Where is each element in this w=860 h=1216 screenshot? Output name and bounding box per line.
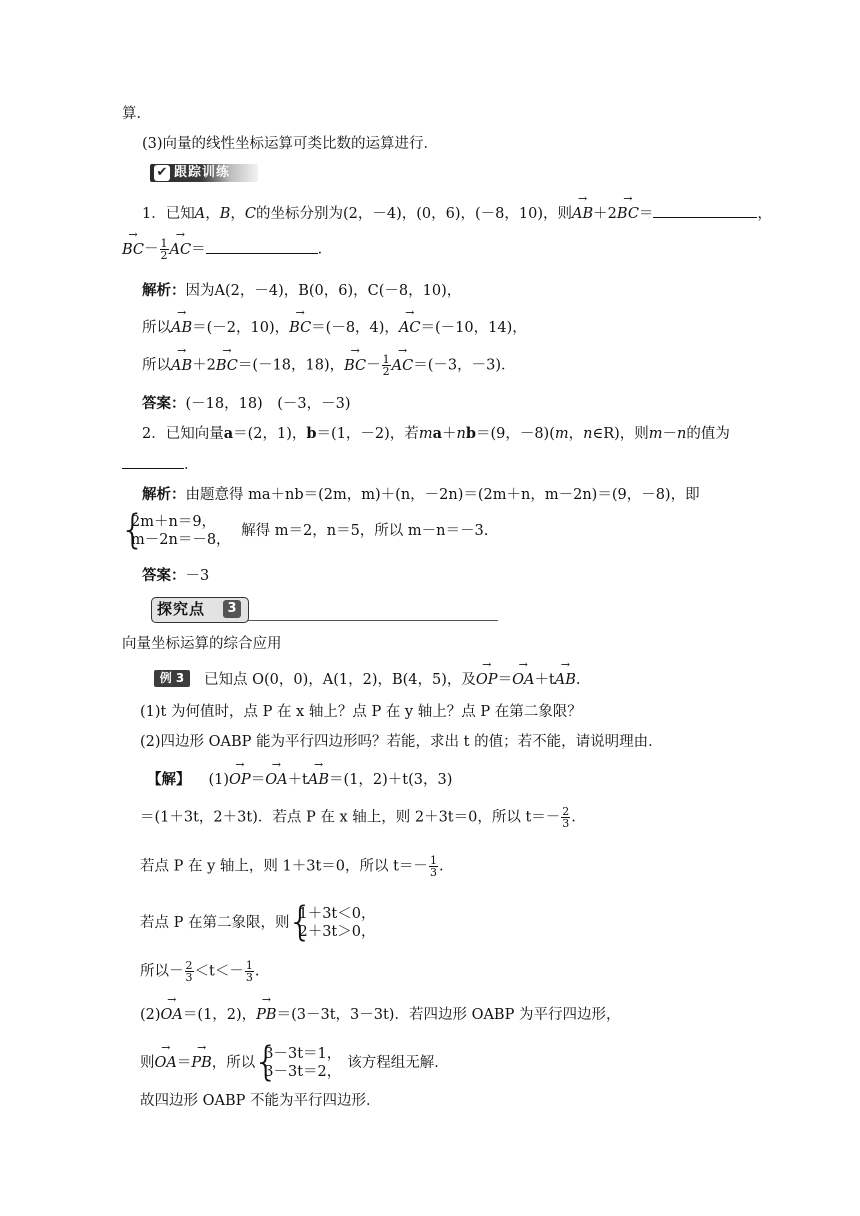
section-number: 3 [223, 600, 241, 618]
example-question-2: (2)四边形 OABP 能为平行四边形吗？若能，求出 t 的值；若不能，请说明理由． [140, 734, 663, 750]
solution-1-line-3: 所以→ AB＋2→ BC＝(－18，18)，→ BC－ $\frac{1}{2}$ → AC＝(－3，－3)． [142, 354, 516, 377]
answer-blank[interactable] [206, 239, 318, 254]
equation-system: { 2m＋n＝9， m－2n＝－8， [122, 513, 231, 549]
solution-line-3: 若点 P 在 y 轴上，则 1＋3t＝0，所以 t＝－ $\frac{1}{3}$ . [140, 854, 444, 879]
answer-blank[interactable] [122, 454, 184, 469]
answer-2: 答案：－3 [142, 567, 210, 584]
example-badge: 例 3 [154, 670, 190, 687]
solution-line-5: 所以－ $\frac{2}{3}$ ＜t＜－ $\frac{1}{3}$ . [140, 959, 260, 984]
answer-blank[interactable] [653, 203, 757, 218]
question-1: 1．已知A，B，C的坐标分别为(2，－4)，(0，6)，(－8，10)，则→ AB＋2→ BC＝ ， [142, 203, 772, 224]
section-label: 探究点 [157, 600, 206, 618]
text-line: 算． [122, 106, 151, 122]
text-line: (3)向量的线性坐标运算可类比数的运算进行． [142, 136, 439, 152]
section-title: 向量坐标运算的综合应用 [122, 636, 282, 652]
example-question-1: (1)t 为何值时，点 P 在 x 轴上？点 P 在 y 轴上？点 P 在第二象限？ [140, 704, 582, 720]
solution-line-4: 若点 P 在第二象限，则 { 1＋3t＜0， 2＋3t＞0， [140, 905, 376, 941]
section-divider [248, 620, 498, 621]
solution-line-7: 则→ OA＝→ PB，所以 { 3－3t＝1， 3－3t＝2， 该方程组无解． [140, 1045, 449, 1081]
question-1-cont: → BC－ $\frac{1}{2}$ → AC＝ ． [122, 238, 332, 261]
equation-system: { 1＋3t＜0， 2＋3t＞0， [289, 905, 375, 941]
solution-1-line-2: 所以→ AB＝(－2，10)，→ BC＝(－8，4)，→ AC＝(－10，14)， [142, 318, 527, 338]
example-statement: 已知点 O(0，0)，A(1，2)，B(4，5)，及→ OP＝→ OA＋t→ AB. [204, 670, 581, 690]
solution-1-line-1: 解析：因为A(2，－4)，B(0，6)，C(－8，10)， [142, 282, 462, 299]
answer-1: 答案：(－18，18) (－3，－3) [142, 395, 351, 412]
question-2: 2．已知向量a＝(2，1)，b＝(1，－2)，若ma＋nb＝(9，－8)(m，n∈R)，则m－n的值为 [142, 425, 730, 442]
vector-bc: → BC [617, 204, 639, 224]
solution-line-8: 故四边形 OABP 不能为平行四边形． [140, 1093, 381, 1109]
solution-2-line-2: { 2m＋n＝9， m－2n＝－8， 解得 m＝2，n＝5，所以 m－n＝－3. [122, 513, 488, 549]
question-2-cont: ． [122, 454, 199, 475]
solution-line-2: ＝(1＋3t，2＋3t)．若点 P 在 x 轴上，则 2＋3t＝0，所以 t＝－ $\frac{2}{3}$ . [140, 805, 576, 830]
equation-system: { 3－3t＝1， 3－3t＝2， [255, 1045, 341, 1081]
vector-ab: → AB [572, 204, 593, 224]
practice-badge-label: 跟踪训练 [174, 165, 231, 180]
check-document-icon: ✔ [154, 165, 170, 181]
solution-line-1: 【解】 (1)→ OP＝→ OA＋t→ AB＝(1，2)＋t(3，3) [147, 770, 452, 790]
solution-2-line-1: 解析：由题意得 ma＋nb＝(2m，m)＋(n，－2n)＝(2m＋n，m－2n)＝(9，－8)，即 [142, 486, 700, 503]
solution-line-6: (2)→ OA＝(1，2)，→ PB＝(3－3t，3－3t)．若四边形 OABP 为平行四边形， [140, 1005, 620, 1025]
fraction: $\frac{1}{2}$ [160, 237, 168, 262]
